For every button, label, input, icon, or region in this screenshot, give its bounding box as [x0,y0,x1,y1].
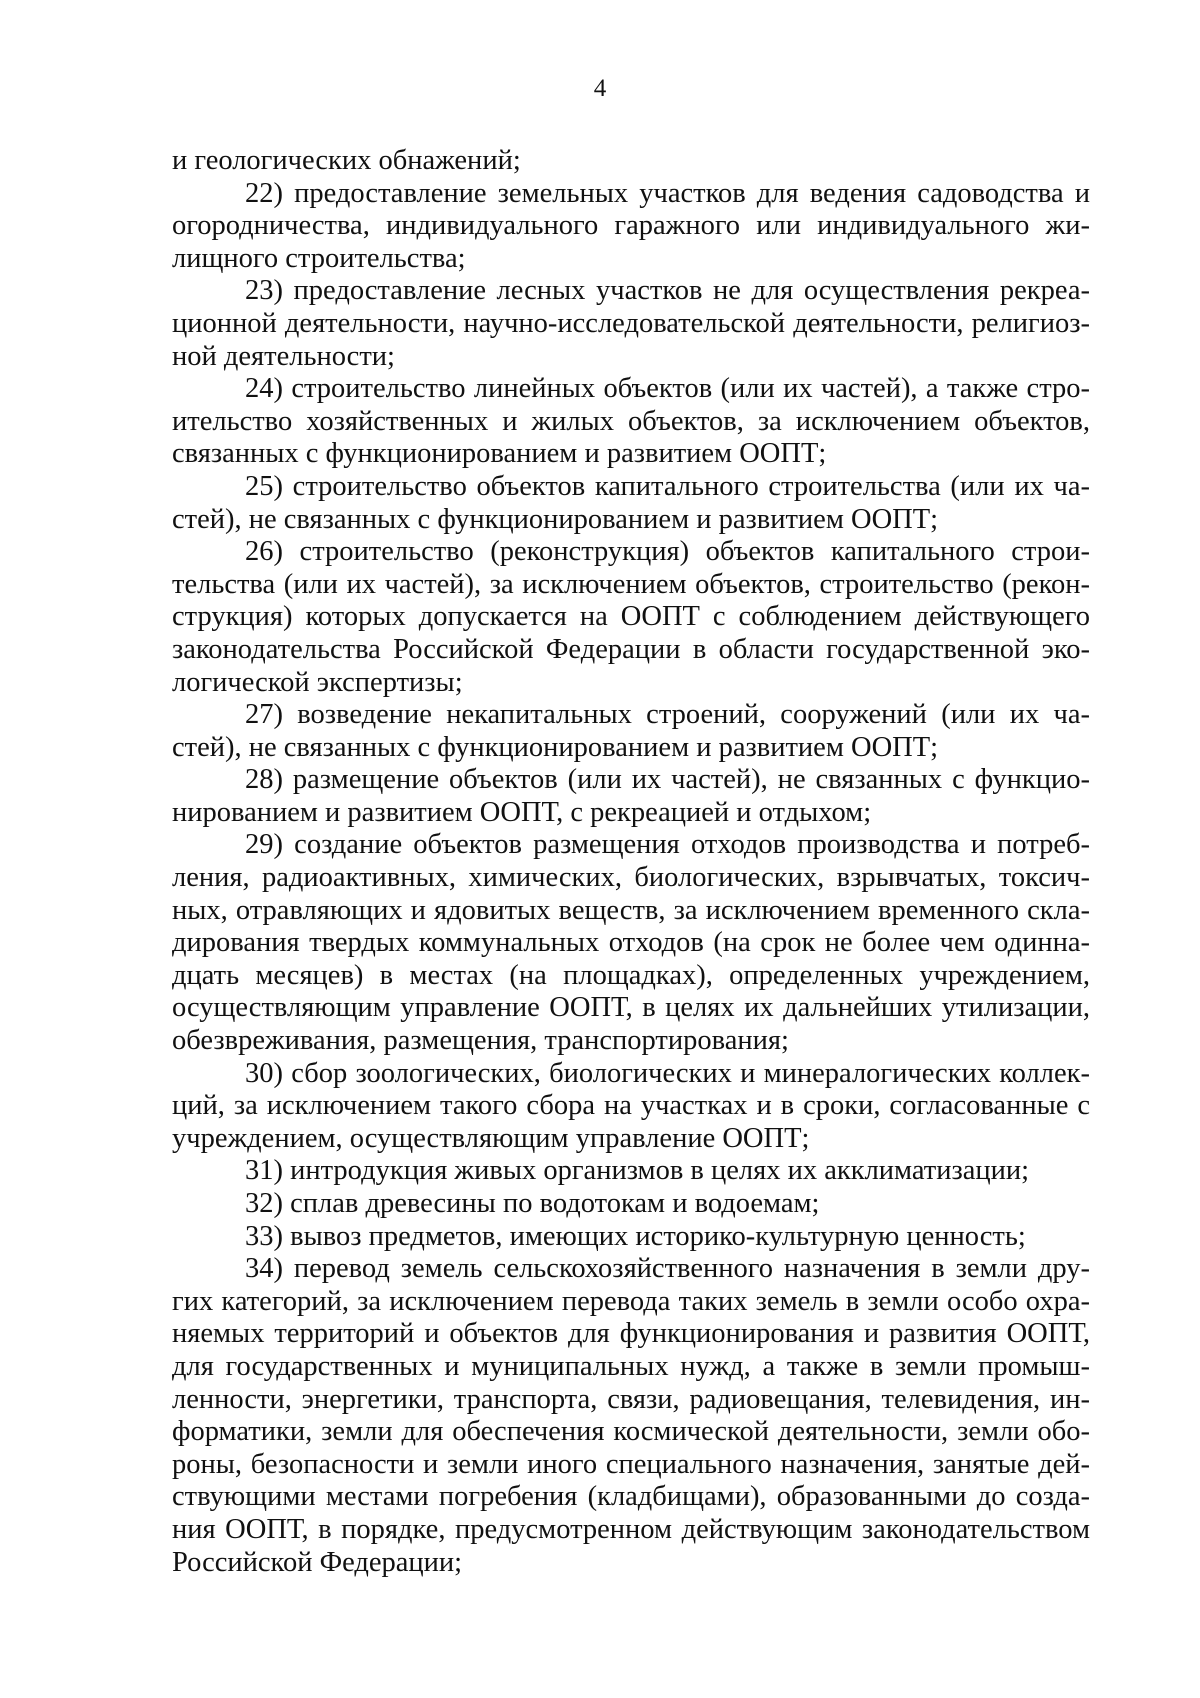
paragraph-item-32: 32) сплав древесины по водотокам и водоемам; [245,1188,820,1219]
paragraph-item-30: 30) сбор зоологических, биологических и минералогических коллекций, за исключением такого сбора на участках и в сроки, согласованные с учреждением, осуществляющим управление ООПТ; [172,1057,1090,1154]
paragraph-item-28: 28) размещение объектов (или их частей), не связанных с функционированием и развитием ООПТ, с рекреацией и отдыхом; [172,764,1090,828]
paragraph-continuation: и геологических обнажений; [172,145,521,176]
paragraph-item-27: 27) возведение некапитальных строений, сооружений (или их частей), не связанных с функционированием и развитием ООПТ; [172,699,1090,763]
document-body [172,145,1090,1579]
page-number: 4 [593,75,607,102]
paragraph-item-22: 22) предоставление земельных участков для ведения садоводства и огородничества, индивидуального гаражного или индивидуального жилищного строительства; [172,177,1090,274]
paragraph-item-31: 31) интродукция живых организмов в целях их акклиматизации; [245,1155,1030,1187]
paragraph-item-34: 34) перевод земель сельскохозяйственного назначения в земли других категорий, за исключением перевода таких земель в земли особо охраняемых территорий и объектов для функционирования и развития ООПТ, для государственных и муниципальных нужд, а также в земли промышленности, энергетики, транспорта, связи, радиовещания, телевидения, информатики, земли для обеспечения космической деятельности, земли обороны, безопасности и земли иного специального назначения, занятые действующими местами погребения (кладбищами), образованными до создания ООПТ, в порядке, предусмотренном действующим законодательством Российской Федерации; [172,1253,1090,1578]
paragraph-item-24: 24) строительство линейных объектов (или их частей), а также строительство хозяйственных и жилых объектов, за исключением объектов, связанных с функционированием и развитием ООПТ; [172,373,1090,470]
paragraph-item-33: 33) вывоз предметов, имеющих историко-культурную ценность; [245,1220,1026,1252]
paragraph-item-29: 29) создание объектов размещения отходов производства и потребления, радиоактивных, химических, биологических, взрывчатых, токсичных, отравляющих и ядовитых веществ, за исключением временного складирования твердых коммунальных отходов (на срок не более чем одиннадцать месяцев) в местах (на площадках), определенных учреждением, осуществляющим управление ООПТ, в целях их дальнейших утилизации, обезвреживания, размещения, транспортирования; [172,829,1090,1057]
paragraph-item-26: 26) строительство (реконструкция) объектов капитального строительства (или их частей), за исключением объектов, строительство (реконструкция) которых допускается на ООПТ с соблюдением действующего законодательства Российской Федерации в области государственной экологической экспертизы; [172,536,1090,698]
paragraph-item-23: 23) предоставление лесных участков не для осуществления рекреационной деятельности, научно-исследовательской деятельности, религиозной деятельности; [172,275,1090,372]
paragraph-item-25: 25) строительство объектов капитального строительства (или их частей), не связанных с функционированием и развитием ООПТ; [172,470,1090,535]
